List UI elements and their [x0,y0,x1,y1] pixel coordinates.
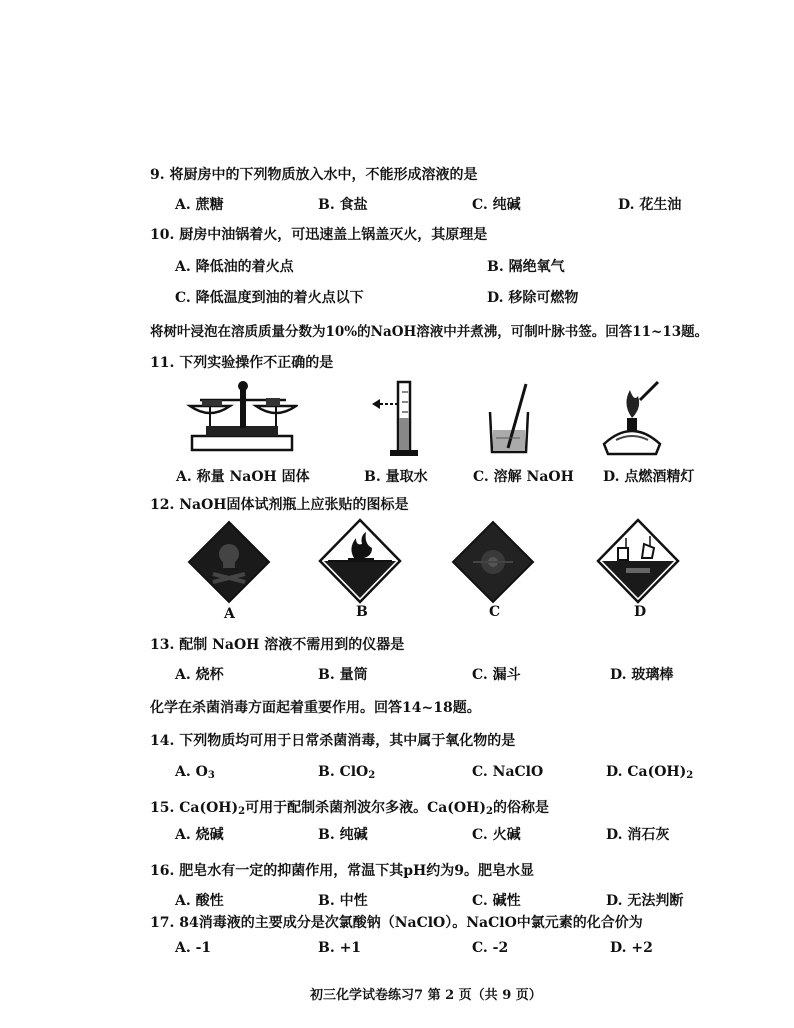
alcohol-lamp-figure [600,378,664,460]
intro-14-18: 化学在杀菌消毒方面起着重要作用。回答14~18题。 [150,700,481,716]
q11-option-b: B. 量取水 [364,469,428,485]
q14-option-c: C. NaClO [472,764,544,780]
q13-stem: 13. 配制 NaOH 溶液不需用到的仪器是 [150,637,405,653]
q13-option-c: C. 漏斗 [472,667,521,683]
intro-11-13: 将树叶浸泡在溶质质量分数为10%的NaOH溶液中并煮沸，可制叶脉书签。回答11~13题。 [150,324,709,340]
q10-option-c: C. 降低温度到油的着火点以下 [175,290,364,306]
hazard-oxidizer-sign-icon [451,520,535,604]
q13-option-d: D. 玻璃棒 [610,667,674,683]
q9-option-a: A. 蔗糖 [175,197,224,213]
q16-option-d: D. 无法判断 [606,893,684,909]
q9-option-b: B. 食盐 [318,197,368,213]
balance-scale-figure [186,376,298,456]
q17-option-b: B. +1 [318,940,362,956]
q17-option-a: A. -1 [175,940,212,956]
q14-option-d: D. $Ca(OH)_2$ [606,764,694,781]
q10-option-d: D. 移除可燃物 [487,290,579,306]
q11-option-c: C. 溶解 NaOH [473,469,574,485]
q15-option-b: B. 纯碱 [318,827,368,843]
q12-label-c: C [489,604,501,620]
q9-option-c: C. 纯碱 [472,197,521,213]
q13-option-a: A. 烧杯 [175,667,224,683]
hazard-toxic-sign-icon [187,520,271,604]
q12-label-a: A [224,606,235,622]
q13-option-b: B. 量筒 [318,667,368,683]
q12-label-b: B [356,604,368,620]
q15-option-c: C. 火碱 [472,827,521,843]
q17-option-c: C. -2 [472,940,509,956]
q11-option-d: D. 点燃酒精灯 [603,469,695,485]
q15-stem: 15. $Ca(OH)_2$可用于配制杀菌剂波尔多液。$Ca(OH)_2$的俗称是 [150,800,549,817]
graduated-cylinder-figure [368,378,420,460]
q12-label-d: D [634,604,647,620]
q10-option-b: B. 隔绝氧气 [487,259,565,275]
q17-stem: 17. 84消毒液的主要成分是次氯酸钠（NaClO）。NaClO中氯元素的化合价为 [150,915,643,931]
q17-option-d: D. +2 [610,940,653,956]
q16-stem: 16. 肥皂水有一定的抑菌作用，常温下其pH约为9。肥皂水显 [150,863,534,879]
q16-option-a: A. 酸性 [175,893,224,909]
q10-option-a: A. 降低油的着火点 [175,259,294,275]
hazard-flammable-solid-sign-icon [318,518,402,604]
q15-option-a: A. 烧碱 [175,827,224,843]
q9-stem: 9. 将厨房中的下列物质放入水中，不能形成溶液的是 [150,167,478,183]
beaker-dissolving-figure [486,382,536,456]
q15-option-d: D. 消石灰 [606,827,670,843]
q9-option-d: D. 花生油 [618,197,682,213]
page-footer: 初三化学试卷练习7 第 2 页（共 9 页） [310,988,542,1003]
hazard-corrosive-sign-icon [596,518,680,604]
q14-option-b: B. ClO$_2$ [318,764,376,781]
q11-stem: 11. 下列实验操作不正确的是 [150,355,334,371]
q11-option-a: A. 称量 NaOH 固体 [176,469,310,485]
q14-stem: 14. 下列物质均可用于日常杀菌消毒，其中属于氧化物的是 [150,733,516,749]
q16-option-b: B. 中性 [318,893,368,909]
q12-stem: 12. NaOH固体试剂瓶上应张贴的图标是 [150,497,409,513]
q14-option-a: A. $O_3$ [175,764,215,781]
q10-stem: 10. 厨房中油锅着火，可迅速盖上锅盖灭火，其原理是 [150,227,488,243]
q16-option-c: C. 碱性 [472,893,521,909]
